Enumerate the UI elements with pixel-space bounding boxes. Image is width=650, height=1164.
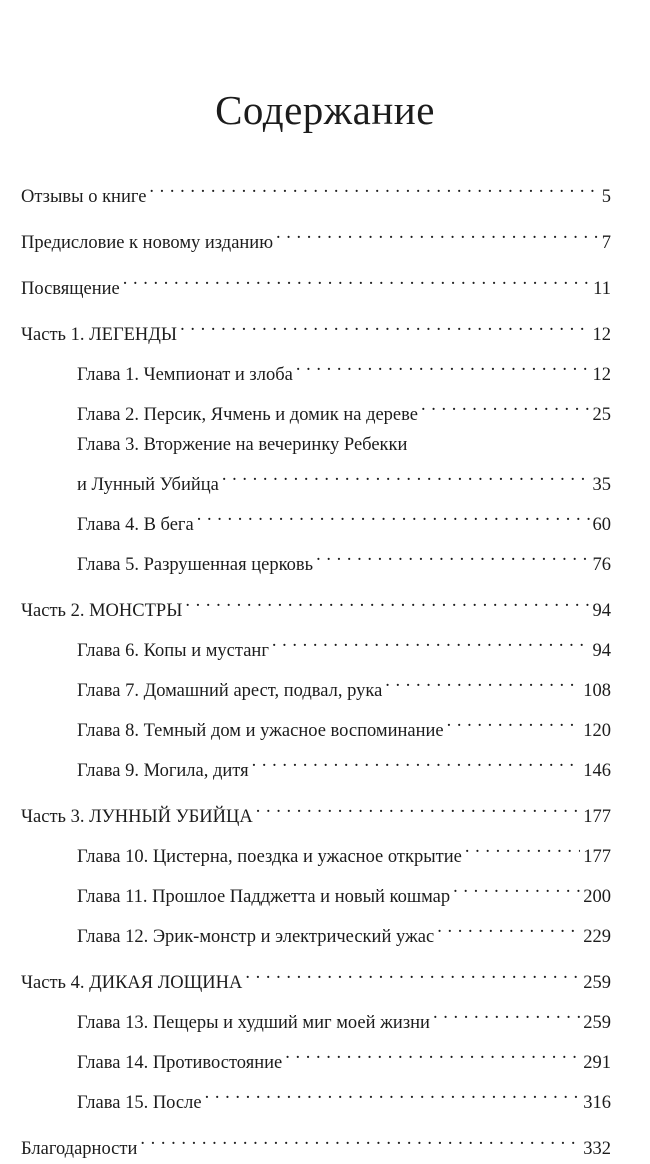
toc-entry-page: 94 [592, 601, 611, 621]
toc-chapter-1[interactable] [21, 350, 611, 390]
toc-entry-label: Глава 14. Противостояние [77, 1053, 283, 1073]
toc-chapter-13[interactable] [21, 998, 611, 1038]
toc-entry-label: Глава 4. В бега [77, 515, 194, 535]
toc-chapter-6[interactable] [21, 626, 611, 666]
dot-leader [453, 872, 580, 902]
dot-leader [276, 218, 599, 248]
toc-entry-label: Часть 2. МОНСТРЫ [21, 601, 183, 621]
toc-entry-page: 12 [592, 365, 611, 385]
dot-leader [245, 958, 580, 988]
toc-part-3[interactable] [21, 792, 611, 832]
toc-entry-page: 229 [583, 927, 611, 947]
toc-chapter-12[interactable] [21, 912, 611, 952]
toc-entry-label: Часть 3. ЛУННЫЙ УБИЙЦА [21, 807, 253, 827]
toc-entry-label: Глава 7. Домашний арест, подвал, рука [77, 681, 383, 701]
dot-leader [180, 310, 589, 340]
toc-part-1[interactable] [21, 310, 611, 350]
dot-leader [140, 1124, 580, 1154]
toc-entry-label: Глава 12. Эрик-монстр и электрический ужас [77, 927, 435, 947]
toc-entry-label: Глава 2. Персик, Ячмень и домик на дереве [77, 405, 418, 425]
toc-entry-page: 35 [592, 475, 611, 495]
toc-chapter-14[interactable] [21, 1038, 611, 1078]
toc-part-2[interactable] [21, 586, 611, 626]
toc-chapter-15[interactable] [21, 1078, 611, 1118]
toc-entry-page: 7 [601, 233, 611, 253]
toc-entry-reviews[interactable] [21, 172, 611, 212]
toc-entry-label: Глава 15. После [77, 1093, 202, 1113]
toc-entry-page: 177 [583, 847, 611, 867]
toc-entry-label: Глава 1. Чемпионат и злоба [77, 365, 293, 385]
toc-entry-page: 108 [583, 681, 611, 701]
toc-entry-page: 177 [583, 807, 611, 827]
toc-chapter-11[interactable] [21, 872, 611, 912]
toc-entry-page: 291 [583, 1053, 611, 1073]
toc-entry-label: Отзывы о книге [21, 187, 147, 207]
dot-leader [385, 666, 580, 696]
dot-leader [149, 172, 598, 202]
toc-chapter-3-line2[interactable] [21, 460, 611, 500]
toc-entry-label: Глава 5. Разрушенная церковь [77, 555, 314, 575]
dot-leader [123, 264, 590, 294]
toc-entry-label: Глава 6. Копы и мустанг [77, 641, 269, 661]
dot-leader [447, 706, 581, 736]
toc-entry-page: 11 [593, 279, 611, 299]
dot-leader [272, 626, 590, 656]
toc-entry-label: Благодарности [21, 1139, 138, 1159]
toc-entry-page: 259 [583, 1013, 611, 1033]
toc-entry-dedication[interactable] [21, 264, 611, 304]
toc-entry-preface[interactable] [21, 218, 611, 258]
toc-chapter-2[interactable] [21, 390, 611, 430]
toc-entry-page: 332 [583, 1139, 611, 1159]
toc-entry-page: 5 [601, 187, 611, 207]
toc-entry-label: Часть 1. ЛЕГЕНДЫ [21, 325, 178, 345]
toc-entry-label: Глава 13. Пещеры и худший миг моей жизни [77, 1013, 430, 1033]
dot-leader [433, 998, 580, 1028]
toc-entry-page: 12 [592, 325, 611, 345]
toc-entry-page: 94 [592, 641, 611, 661]
dot-leader [185, 586, 589, 616]
dot-leader [316, 540, 589, 570]
dot-leader [285, 1038, 580, 1068]
toc-entry-page: 76 [592, 555, 611, 575]
toc-entry-page: 60 [592, 515, 611, 535]
toc-entry-label: Посвящение [21, 279, 120, 299]
toc-entry-label: Глава 9. Могила, дитя [77, 761, 249, 781]
toc-entry-label: Глава 8. Темный дом и ужасное воспоминание [77, 721, 444, 741]
toc-entry-page: 200 [583, 887, 611, 907]
dot-leader [421, 390, 590, 420]
dot-leader [437, 912, 580, 942]
dot-leader [222, 460, 590, 490]
dot-leader [465, 832, 580, 862]
toc-entry-label: Глава 3. Вторжение на вечеринку Ребекки [77, 435, 408, 455]
toc-chapter-8[interactable] [21, 706, 611, 746]
toc-entry-page: 259 [583, 973, 611, 993]
toc-entry-label: Глава 10. Цистерна, поездка и ужасное открытие [77, 847, 462, 867]
toc-chapter-4[interactable] [21, 500, 611, 540]
toc-chapter-3-line1[interactable] [21, 430, 611, 460]
toc-entry-label: Часть 4. ДИКАЯ ЛОЩИНА [21, 973, 243, 993]
dot-leader [296, 350, 590, 380]
toc-chapter-5[interactable] [21, 540, 611, 580]
table-of-contents [21, 172, 611, 1164]
toc-entry-label: и Лунный Убийца [77, 475, 219, 495]
toc-entry-page: 25 [592, 405, 611, 425]
dot-leader [252, 746, 581, 776]
dot-leader [205, 1078, 581, 1108]
toc-chapter-7[interactable] [21, 666, 611, 706]
toc-entry-label: Глава 11. Прошлое Падджетта и новый кошмар [77, 887, 451, 907]
page-title: Содержание [215, 87, 435, 133]
toc-entry-page: 316 [583, 1093, 611, 1113]
toc-chapter-9[interactable] [21, 746, 611, 786]
toc-entry-acknowledgements[interactable] [21, 1124, 611, 1164]
dot-leader [197, 500, 590, 530]
dot-leader [256, 792, 581, 822]
toc-entry-label: Предисловие к новому изданию [21, 233, 274, 253]
toc-entry-page: 120 [583, 721, 611, 741]
toc-part-4[interactable] [21, 958, 611, 998]
toc-chapter-10[interactable] [21, 832, 611, 872]
toc-entry-page: 146 [583, 761, 611, 781]
